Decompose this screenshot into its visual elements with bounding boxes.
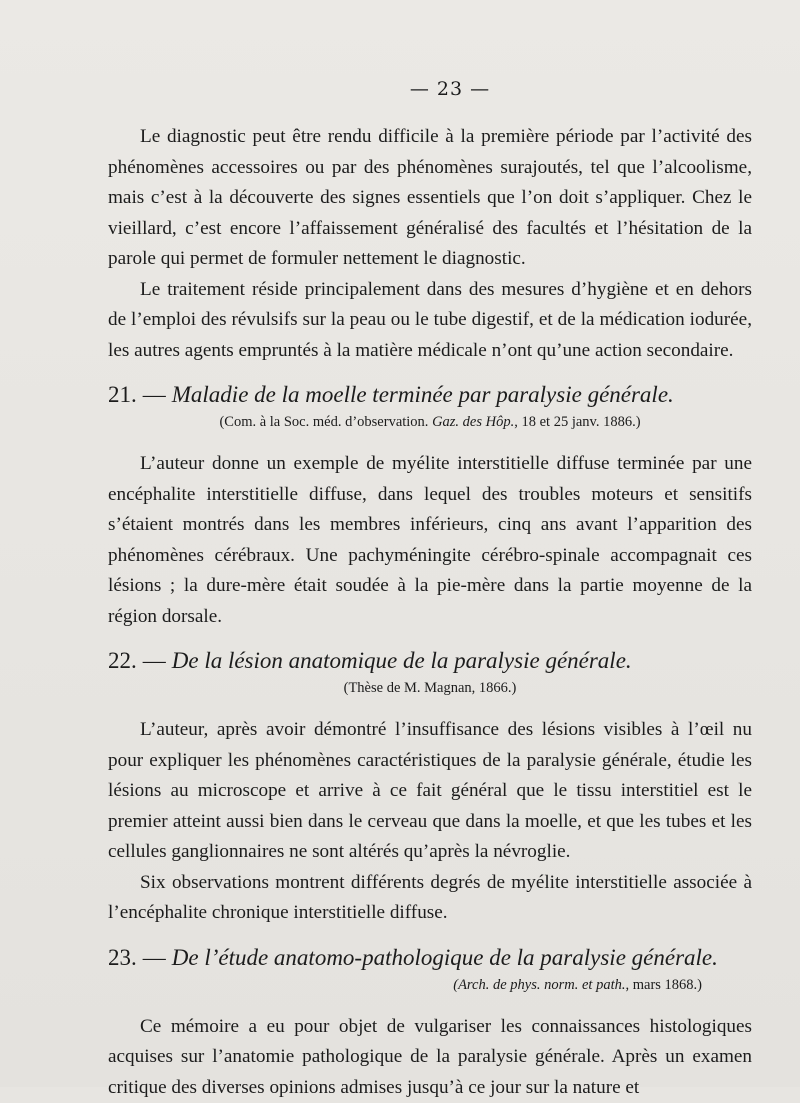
paragraph-treatment: Le traitement réside principalement dans des mesures d’hygiène et en dehors de l’emploi des révulsifs sur la peau ou le tube digestif, et de la médication iodurée, les autres agents empruntés à la matière médicale n’ont qu’une action secondaire.	[108, 275, 752, 367]
section-22-dash: —	[143, 648, 166, 673]
paragraph-diagnostic: Le diagnostic peut être rendu difficile à la première période par l’activité des phénomènes accessoires ou par des phénomènes surajoutés, tel que l’alcoolisme, mais c’est à la découverte des signes essentiels que l’on doit s’appliquer. Chez le vieillard, c’est encore l’affaissement généralisé des facultés et l’hésitation de la parole qui permet de formuler nettement le diagnostic.	[108, 122, 752, 275]
section-22-source: (Thèse de M. Magnan, 1866.)	[108, 680, 752, 697]
section-21-source-journal: Gaz. des Hôp.	[432, 414, 514, 430]
section-22-body-1: L’auteur, après avoir démontré l’insuffisance des lésions visibles à l’œil nu pour expliquer les phénomènes caractéristiques de la paralysie générale, étudie les lésions au microscope et arrive à ce fait général que le tissu interstitiel est le premier atteint aussi bien dans le cerveau que dans la moelle, et que les tubes et les cellules ganglionnaires ne sont altérés qu’après la névroglie.	[108, 715, 752, 868]
section-21-number: 21.	[108, 382, 137, 407]
section-21-heading	[108, 380, 752, 410]
section-23-number: 23.	[108, 945, 137, 970]
section-22-title: De la lésion anatomique de la paralysie générale.	[172, 648, 632, 673]
section-21-dash: —	[143, 382, 166, 407]
page-number: — 23 —	[108, 78, 752, 100]
section-23-source-post: , mars 1868.)	[625, 977, 702, 993]
section-23-dash: —	[143, 945, 166, 970]
section-22-body-2: Six observations montrent différents degrés de myélite interstitielle associée à l’encéphalite chronique interstitielle diffuse.	[108, 868, 752, 929]
section-23-heading	[108, 943, 752, 973]
section-21-source-pre: (Com. à la Soc. méd. d’observation.	[219, 414, 428, 430]
section-21-title: Maladie de la moelle terminée par paralysie générale.	[172, 382, 674, 407]
section-23-title: De l’étude anatomo-pathologique de la paralysie générale.	[172, 945, 718, 970]
section-21-body: L’auteur donne un exemple de myélite interstitielle diffuse terminée par une encéphalite interstitielle diffuse, dans lequel des troubles moteurs et sensitifs s’étaient montrés dans les membres inférieurs, cinq ans avant l’apparition des phénomènes cérébraux. Une pachyméningite cérébro-spinale accompagnait ces lésions ; la dure-mère était soudée à la pie-mère dans la partie moyenne de la région dorsale.	[108, 449, 752, 632]
section-23-body: Ce mémoire a eu pour objet de vulgariser les connaissances histologiques acquises sur l’anatomie pathologique de la paralysie générale. Après un examen critique des diverses opinions admises jusqu’à ce jour sur la nature et	[108, 1012, 752, 1103]
section-22-heading	[108, 646, 752, 676]
section-22-number: 22.	[108, 648, 137, 673]
section-21-source-post: , 18 et 25 janv. 1886.)	[514, 414, 640, 430]
section-21-source	[108, 414, 752, 431]
section-23-source	[108, 977, 752, 994]
section-23-source-journal: (Arch. de phys. norm. et path.	[453, 977, 625, 993]
